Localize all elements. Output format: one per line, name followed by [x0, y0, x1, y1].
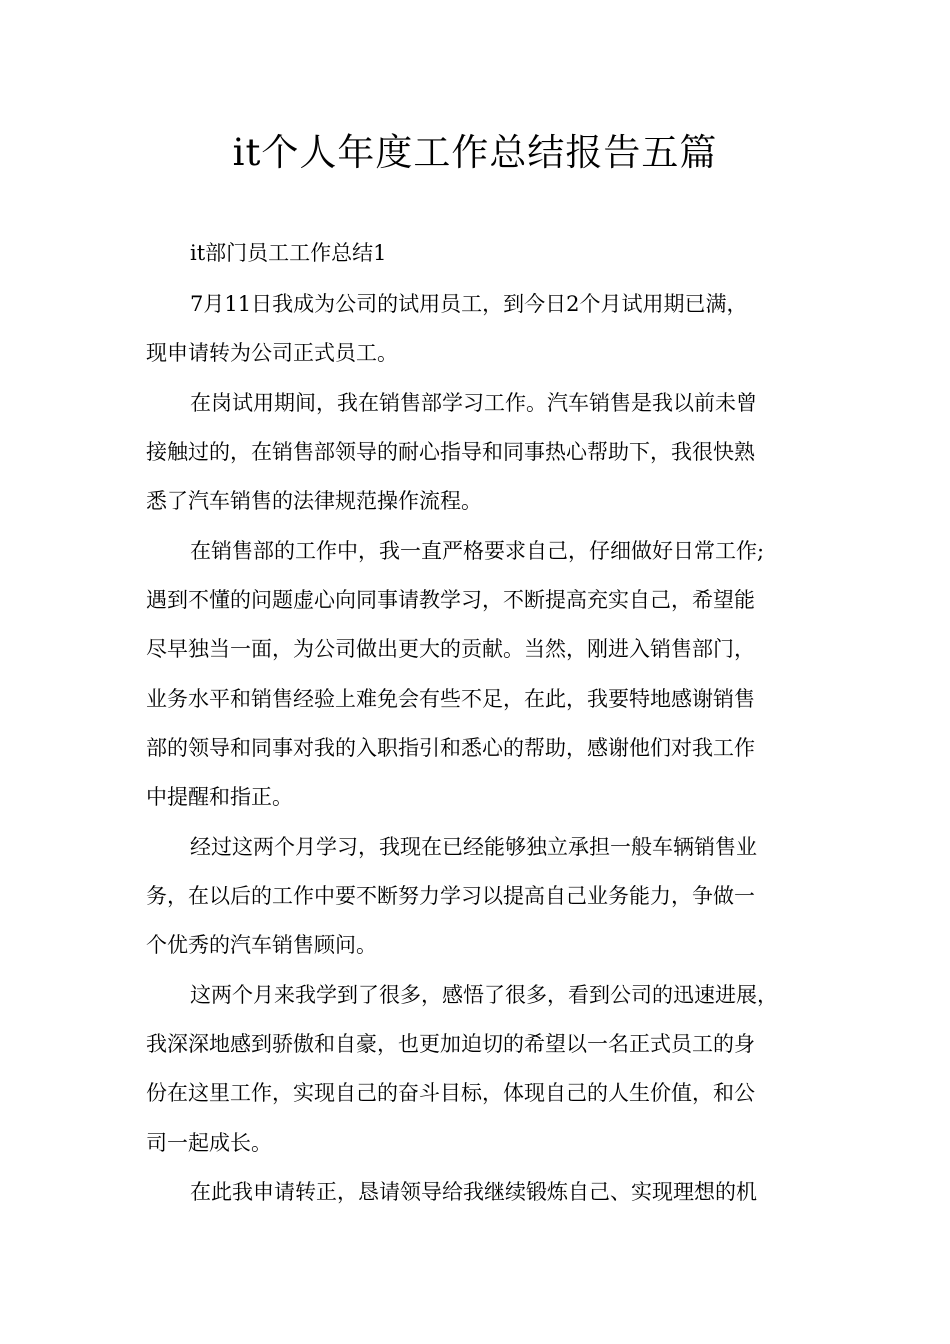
document-title: it个人年度工作总结报告五篇 — [232, 131, 718, 174]
paragraph-line: 在岗试用期间，我在销售部学习工作。汽车销售是我以前未曾 — [190, 391, 757, 415]
paragraph-line: 7月11日我成为公司的试用员工，到今日2个月试用期已满， — [190, 292, 748, 316]
section-heading: it部门员工工作总结1 — [190, 241, 387, 265]
paragraph-line: 现申请转为公司正式员工。 — [146, 341, 398, 365]
paragraph-line: 遇到不懂的问题虚心向同事请教学习，不断提高充实自己，希望能 — [146, 588, 755, 612]
paragraph-line: 在销售部的工作中，我一直严格要求自己，仔细做好日常工作; — [190, 539, 765, 563]
paragraph-line: 部的领导和同事对我的入职指引和悉心的帮助，感谢他们对我工作 — [146, 736, 755, 760]
paragraph-line: 份在这里工作，实现自己的奋斗目标，体现自己的人生价值，和公 — [146, 1081, 755, 1105]
paragraph-line: 中提醒和指正。 — [146, 785, 293, 809]
paragraph-line: 司一起成长。 — [146, 1131, 272, 1155]
paragraph-line: 业务水平和销售经验上难免会有些不足，在此，我要特地感谢销售 — [146, 687, 755, 711]
paragraph-line: 个优秀的汽车销售顾问。 — [146, 933, 377, 957]
paragraph-line: 尽早独当一面，为公司做出更大的贡献。当然，刚进入销售部门， — [146, 637, 755, 661]
paragraph-line: 在此我申请转正，恳请领导给我继续锻炼自己、实现理想的机 — [190, 1180, 757, 1204]
paragraph-line: 接触过的，在销售部领导的耐心指导和同事热心帮助下，我很快熟 — [146, 440, 755, 464]
paragraph-line: 我深深地感到骄傲和自豪，也更加迫切的希望以一名正式员工的身 — [146, 1032, 755, 1056]
paragraph-line: 经过这两个月学习，我现在已经能够独立承担一般车辆销售业 — [190, 835, 757, 859]
paragraph-line: 务，在以后的工作中要不断努力学习以提高自己业务能力，争做一 — [146, 884, 755, 908]
paragraph-line: 悉了汽车销售的法律规范操作流程。 — [146, 489, 482, 513]
paragraph-line: 这两个月来我学到了很多，感悟了很多，看到公司的迅速进展， — [190, 983, 778, 1007]
